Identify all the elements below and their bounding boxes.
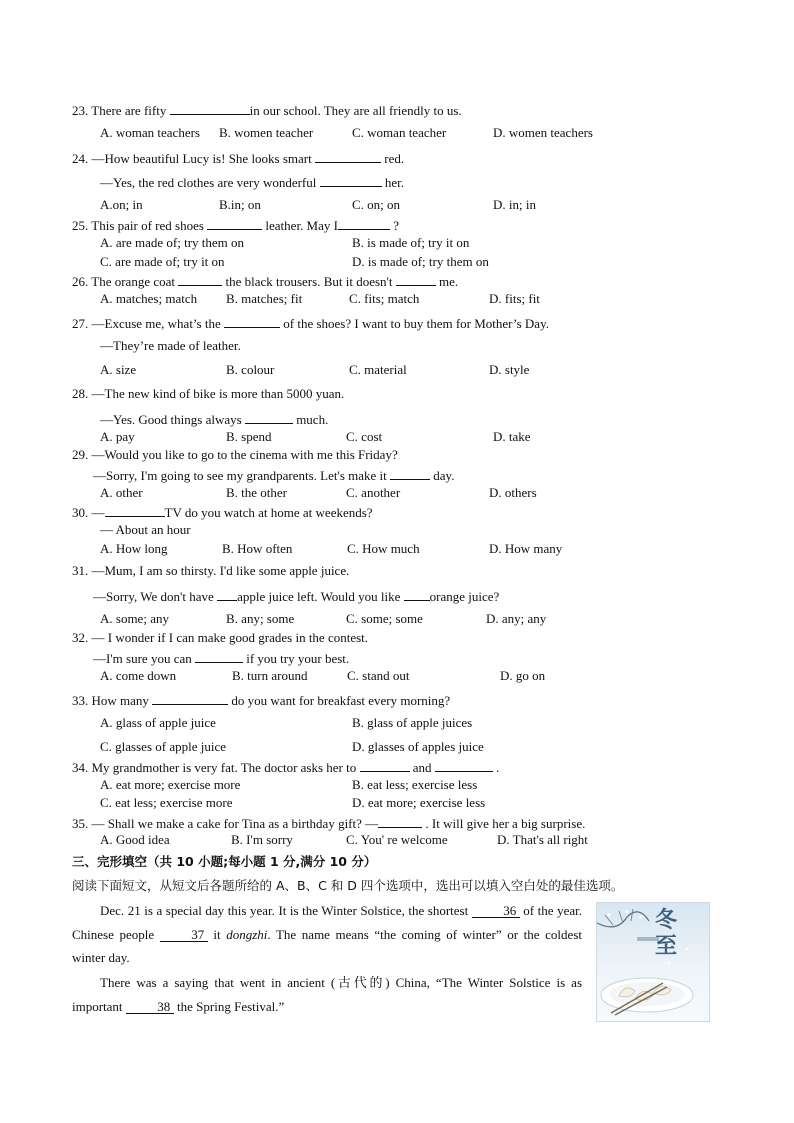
q24-option-d: D. in; in [493,197,536,212]
blank-38: 38 [126,1000,174,1014]
blank [435,758,493,772]
q24-line2: —Yes, the red clothes are very wonderful her. [100,175,405,190]
q24-option-a: A.on; in [100,197,143,212]
q32-option-a: A. come down [100,668,177,683]
q32-option-b: B. turn around [232,668,308,683]
q29-line2: —Sorry, I'm going to see my grandparents. Let's make it day. [93,468,455,483]
q31-option-d: D. any; any [486,611,547,626]
q33-option-a: A. glass of apple juice [100,715,216,730]
q26-option-d: D. fits; fit [489,291,540,306]
q31-option-b: B. any; some [226,611,295,626]
q31-line2: —Sorry, We don't have apple juice left. Would you like orange juice? [93,589,500,604]
q30-line2: — About an hour [100,522,191,537]
q30-option-a: A. How long [100,541,168,556]
blank [396,272,436,286]
q27-option-b: B. colour [226,362,275,377]
blank [404,587,430,601]
q25-option-d: D. is made of; try them on [352,254,489,269]
q30-option-d: D. How many [489,541,563,556]
q35-option-c: C. You' re welcome [346,832,448,847]
blank [378,814,422,828]
q27-stem: 27. —Excuse me, what’s the of the shoes? I want to buy them for Mother’s Day. [72,316,549,331]
q34-stem: 34. My grandmother is very fat. The doctor asks her to and . [72,760,500,775]
q33-option-c: C. glasses of apple juice [100,739,226,754]
q30-option-b: B. How often [222,541,293,556]
q35-option-d: D. That's all right [497,832,588,847]
q34-option-d: D. eat more; exercise less [352,795,486,810]
blank [338,216,390,230]
q34-option-a: A. eat more; exercise more [100,777,241,792]
winter-solstice-image [596,902,710,1022]
q28-stem: 28. —The new kind of bike is more than 5000 yuan. [72,386,345,401]
q26-stem: 26. The orange coat the black trousers. But it doesn't me. [72,274,459,289]
q28-line2: —Yes. Good things always much. [100,412,329,427]
q30-stem: 30. — TV do you watch at home at weekends? [72,505,373,520]
q23-option-c: C. woman teacher [352,125,447,140]
q27-option-d: D. style [489,362,530,377]
q23-stem: 23. There are fifty in our school. They are all friendly to us. [72,103,462,118]
section-heading: 三、完形填空（共 10 小题;每小题 1 分,满分 10 分） [72,854,377,869]
winter-solstice-illustration [597,903,709,1021]
q35-stem: 35. — Shall we make a cake for Tina as a birthday gift? — . It will give her a big surprise. [72,816,586,831]
q26-option-a: A. matches; match [100,291,198,306]
q28-option-c: C. cost [346,429,383,444]
q24-option-c: C. on; on [352,197,401,212]
q35-option-b: B. I'm sorry [231,832,293,847]
q25-option-a: A. are made of; try them on [100,235,245,250]
blank [178,272,222,286]
q28-option-d: D. take [493,429,531,444]
q23-option-a: A. woman teachers [100,125,200,140]
q26-option-c: C. fits; match [349,291,420,306]
q29-option-d: D. others [489,485,537,500]
q35-option-a: A. Good idea [100,832,170,847]
q23-option-d: D. women teachers [493,125,593,140]
blank [152,691,228,705]
winter-solstice-title: 冬至 [655,907,678,959]
q25-option-b: B. is made of; try it on [352,235,470,250]
q30-option-c: C. How much [347,541,420,556]
blank [217,587,237,601]
q29-option-b: B. the other [226,485,288,500]
blank-37: 37 [160,928,208,942]
q27-option-c: C. material [349,362,407,377]
q29-stem: 29. —Would you like to go to the cinema with me this Friday? [72,447,398,462]
passage-paragraph-1: Dec. 21 is a special day this year. It is the Winter Solstice, the shortest 36 of the year. Chinese people 37 it dongzhi. The name means “the coming of winter” or the coldest winter day. [72,903,582,965]
blank [170,101,250,115]
q34-option-c: C. eat less; exercise more [100,795,233,810]
q32-stem: 32. — I wonder if I can make good grades in the contest. [72,630,369,645]
q26-option-b: B. matches; fit [226,291,303,306]
q33-option-d: D. glasses of apples juice [352,739,484,754]
q32-option-d: D. go on [500,668,546,683]
q32-option-c: C. stand out [347,668,410,683]
section-instruction: 阅读下面短文，从短文后各题所给的 A、B、C 和 D 四个选项中，选出可以填入空白处的最佳选项。 [72,878,624,893]
passage-paragraph-2: There was a saying that went in ancient (古代的) China, “The Winter Solstice is as important 38 the Spring Festival.” [72,975,582,1014]
q33-option-b: B. glass of apple juices [352,715,473,730]
blank [315,149,381,163]
blank [320,173,382,187]
q25-stem: 25. This pair of red shoes leather. May I ? [72,218,399,233]
q25-option-c: C. are made of; try it on [100,254,225,269]
blank [224,314,280,328]
q34-option-b: B. eat less; exercise less [352,777,478,792]
q29-option-c: C. another [346,485,401,500]
q27-line2: —They’re made of leather. [100,338,241,353]
q31-option-c: C. some; some [346,611,423,626]
q28-option-a: A. pay [100,429,135,444]
q31-option-a: A. some; any [100,611,169,626]
blank [207,216,262,230]
blank [390,466,430,480]
q31-stem: 31. —Mum, I am so thirsty. I'd like some apple juice. [72,563,350,578]
q23-option-b: B. women teacher [219,125,314,140]
q32-line2: —I'm sure you can if you try your best. [93,651,350,666]
q24-stem: 24. —How beautiful Lucy is! She looks smart red. [72,151,405,166]
q28-option-b: B. spend [226,429,272,444]
blank-36: 36 [472,904,520,918]
q24-option-b: B.in; on [219,197,261,212]
q33-stem: 33. How many do you want for breakfast every morning? [72,693,451,708]
q27-option-a: A. size [100,362,137,377]
blank [195,649,243,663]
blank [360,758,410,772]
blank [105,503,165,517]
q29-option-a: A. other [100,485,143,500]
blank [245,410,293,424]
